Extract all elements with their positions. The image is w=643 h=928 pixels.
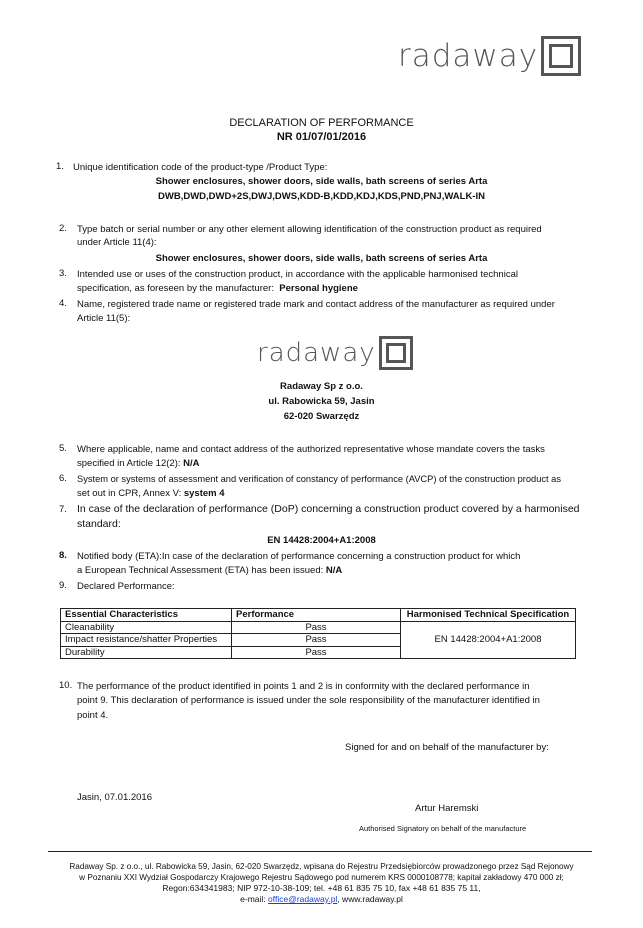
item-4-number: 4. [59, 298, 67, 309]
manufacturer-street: ul. Rabowicka 59, Jasin [268, 396, 375, 407]
manufacturer-logo [257, 336, 413, 370]
document-number: NR 01/07/01/2016 [276, 131, 367, 143]
manufacturer-city: 62-020 Swarzędz [283, 411, 360, 422]
item-10-line-2: point 9. This declaration of performance is issued under the sole responsibility of the manufacturer identified in [77, 695, 540, 706]
logo-text: radaway [398, 38, 539, 74]
item-6-number: 6. [59, 473, 67, 484]
item-7-bold: EN 14428:2004+A1:2008 [267, 535, 376, 546]
item-1-number: 1. [56, 161, 64, 172]
item-5-line-1: Where applicable, name and contact address of the authorized representative whose mandate covers the tasks [77, 444, 545, 455]
table-cell-characteristic: Cleanability [61, 621, 232, 634]
item-3-line-1: Intended use or uses of the construction product, in accordance with the applicable harmonised technical [77, 269, 518, 280]
item-7-number: 7. [59, 504, 67, 515]
performance-table [60, 608, 576, 659]
table-header-performance: Performance [232, 609, 401, 622]
table-cell-characteristic: Impact resistance/shatter Properties [61, 634, 232, 647]
item-2-bold: Shower enclosures, shower doors, side walls, bath screens of series Arta [155, 253, 488, 264]
item-1-bold-1: Shower enclosures, shower doors, side walls, bath screens of series Arta [155, 176, 488, 187]
footer-divider [48, 851, 592, 852]
item-4-line-1: Name, registered trade name or registered trade mark and contact address of the manufacturer as required under [77, 299, 555, 310]
signatory-role: Authorised Signatory on behalf of the manufacture [359, 824, 527, 833]
item-8-line-1: Notified body (ETA):In case of the declaration of performance concerning a construction product for which [77, 551, 521, 562]
table-header-row [61, 609, 576, 622]
footer-line-3: Regon:634341983; NIP 972-10-38-109; tel. +48 61 835 75 10, fax +48 61 835 75 11, [162, 883, 481, 893]
item-9-text: Declared Performance: [77, 581, 175, 592]
item-1-bold-2: DWB,DWD,DWD+2S,DWJ,DWS,KDD-B,KDD,KDJ,KDS,PND,PNJ,WALK-IN [158, 191, 485, 202]
document-title: DECLARATION OF PERFORMANCE [229, 117, 414, 129]
manufacturer-logo-text: radaway [257, 338, 376, 368]
item-7-line-2: standard: [77, 518, 121, 530]
manufacturer-logo-square-icon [379, 336, 413, 370]
footer-line-4: e-mail: office@radaway.pl, www.radaway.pl [240, 894, 403, 904]
footer-line-1: Radaway Sp. z o.o., ul. Rabowicka 59, Jasin, 62-020 Swarzędz, wpisana do Rejestru Przedsiębiorców prowadzonego przez Sąd Rejonowy [69, 862, 574, 871]
item-4-line-2: Article 11(5): [77, 313, 131, 324]
item-8-line-2: a European Technical Assessment (ETA) has been issued: N/A [77, 565, 343, 576]
table-cell-characteristic: Durability [61, 646, 232, 659]
item-2-line-1: Type batch or serial number or any other element allowing identification of the construction product as required [77, 224, 542, 235]
item-10-number: 10. [59, 680, 73, 691]
header-logo [398, 36, 581, 76]
item-6-line-1: System or systems of assessment and verification of constancy of performance (AVCP) of the construction product as [77, 474, 561, 484]
logo-square-icon [541, 36, 581, 76]
item-7-line-1: In case of the declaration of performance (DoP) concerning a construction product covered by a harmonised [77, 503, 580, 515]
table-cell-performance: Pass [232, 646, 401, 659]
table-cell-performance: Pass [232, 634, 401, 647]
item-9-number: 9. [59, 580, 67, 591]
item-2-line-2: under Article 11(4): [77, 237, 157, 248]
table-header-characteristics: Essential Characteristics [61, 609, 232, 622]
table-row [61, 621, 576, 634]
item-2-number: 2. [59, 223, 67, 234]
signed-statement: Signed for and on behalf of the manufacturer by: [345, 742, 549, 753]
signatory-name: Artur Haremski [415, 803, 479, 814]
item-3-line-2: specification, as foreseen by the manufacturer: Personal hygiene [77, 283, 358, 294]
footer-line-2: w Poznaniu XXI Wydział Gospodarczy Krajowego Rejestru Sądowego pod numerem KRS 0000108778; kapitał zakładowy 470 000 zł; [79, 873, 564, 882]
item-10-line-1: The performance of the product identified in points 1 and 2 is in conformity with the declared performance in [77, 681, 530, 692]
item-5-number: 5. [59, 443, 67, 454]
item-1-text: Unique identification code of the product-type /Product Type: [73, 162, 328, 173]
table-cell-performance: Pass [232, 621, 401, 634]
item-3-number: 3. [59, 268, 67, 279]
table-header-spec: Harmonised Technical Specification [401, 609, 576, 622]
footer-email-link[interactable]: office@radaway.pl [268, 894, 338, 904]
item-6-line-2: set out in CPR, Annex V: system 4 [77, 488, 225, 499]
manufacturer-name: Radaway Sp z o.o. [280, 381, 363, 392]
place-date: Jasin, 07.01.2016 [77, 792, 153, 803]
item-10-line-3: point 4. [77, 710, 109, 721]
item-5-line-2: specified in Article 12(2): N/A [77, 458, 200, 469]
item-8-number: 8. [59, 550, 67, 561]
table-cell-spec: EN 14428:2004+A1:2008 [401, 621, 576, 659]
